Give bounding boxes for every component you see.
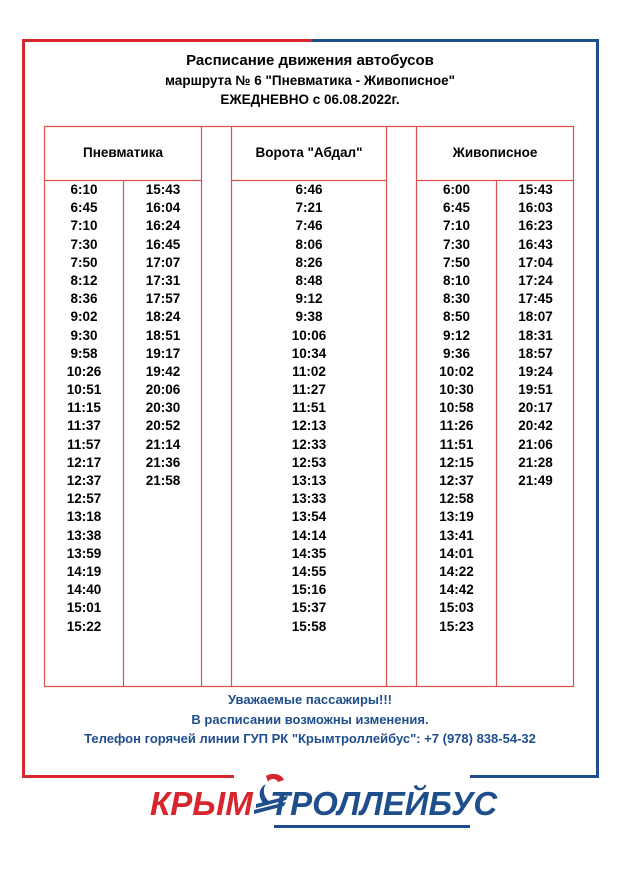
time-entry: 14:14 bbox=[291, 527, 327, 543]
time-entry: 17:04 bbox=[518, 254, 553, 270]
times-zhivopisnoe-left bbox=[416, 181, 497, 636]
time-entry: 19:24 bbox=[518, 363, 553, 379]
time-entry: 11:02 bbox=[292, 363, 326, 379]
time-entry: 21:58 bbox=[145, 473, 181, 488]
time-entry: 15:23 bbox=[439, 618, 474, 634]
time-entry: 21:49 bbox=[518, 473, 553, 488]
time-entry: 18:24 bbox=[145, 309, 181, 325]
time-entry: 12:37 bbox=[439, 473, 474, 488]
times-pnevmatika-right bbox=[124, 181, 202, 490]
time-entry: 9:36 bbox=[442, 345, 471, 361]
time-entry: 16:43 bbox=[518, 236, 553, 252]
time-entry: 7:50 bbox=[442, 254, 471, 270]
time-entry: 19:42 bbox=[145, 363, 181, 379]
time-entry: 15:58 bbox=[291, 618, 327, 634]
time-entry: 12:53 bbox=[291, 454, 327, 470]
time-entry: 16:45 bbox=[145, 236, 181, 252]
time-entry: 15:16 bbox=[291, 582, 327, 598]
notice-hotline: Телефон горячей линии ГУП РК "Крымтроллейбус": +7 (978) 838-54-32 bbox=[84, 731, 536, 746]
time-entry: 7:10 bbox=[442, 218, 471, 234]
time-entry: 17:24 bbox=[518, 272, 553, 288]
time-entry: 13:13 bbox=[291, 473, 327, 488]
time-entry: 17:57 bbox=[145, 291, 181, 307]
time-entry: 21:28 bbox=[518, 454, 553, 470]
time-entry: 15:43 bbox=[145, 182, 181, 197]
time-entry: 11:15 bbox=[67, 400, 101, 416]
time-entry: 16:24 bbox=[145, 218, 181, 234]
time-entry: 15:01 bbox=[66, 600, 102, 616]
time-entry: 9:38 bbox=[295, 309, 323, 325]
time-entry: 20:52 bbox=[145, 418, 181, 434]
time-entry: 12:15 bbox=[439, 454, 474, 470]
notice-greeting: Уважаемые пассажиры!!! bbox=[227, 692, 393, 707]
time-entry: 7:30 bbox=[70, 236, 98, 252]
header-pnevmatika: Пневматика bbox=[83, 145, 163, 160]
time-entry: 14:01 bbox=[439, 545, 474, 561]
time-entry: 12:57 bbox=[66, 491, 102, 507]
time-entry: 8:50 bbox=[442, 309, 471, 325]
time-entry: 9:12 bbox=[295, 291, 323, 307]
logo bbox=[150, 770, 498, 840]
logo-text-krym: КРЫМ bbox=[150, 785, 253, 822]
header-zhivopisnoe: Живописное bbox=[452, 145, 538, 160]
time-entry: 9:30 bbox=[70, 327, 98, 343]
time-entry: 14:40 bbox=[66, 582, 102, 598]
time-entry: 6:46 bbox=[295, 182, 323, 197]
time-entry: 14:19 bbox=[66, 563, 102, 579]
time-entry: 14:42 bbox=[439, 582, 474, 598]
time-entry: 12:37 bbox=[66, 473, 102, 488]
time-entry: 10:30 bbox=[439, 382, 474, 398]
time-entry: 10:51 bbox=[66, 382, 102, 398]
time-entry: 20:06 bbox=[145, 382, 181, 398]
time-entry: 13:54 bbox=[291, 509, 327, 525]
time-entry: 10:06 bbox=[291, 327, 327, 343]
time-entry: 8:48 bbox=[295, 272, 323, 288]
time-entry: 17:45 bbox=[518, 291, 553, 307]
time-entry: 13:41 bbox=[439, 527, 474, 543]
time-entry: 17:07 bbox=[145, 254, 181, 270]
time-entry: 21:06 bbox=[518, 436, 553, 452]
time-entry: 14:35 bbox=[291, 545, 327, 561]
time-entry: 7:46 bbox=[295, 218, 323, 234]
time-entry: 15:03 bbox=[439, 600, 474, 616]
times-abdal bbox=[231, 181, 387, 636]
time-entry: 7:30 bbox=[442, 236, 471, 252]
time-entry: 7:21 bbox=[295, 200, 323, 216]
time-entry: 10:26 bbox=[66, 363, 102, 379]
time-entry: 9:12 bbox=[442, 327, 471, 343]
time-entry: 16:04 bbox=[145, 200, 181, 216]
time-entry: 20:42 bbox=[518, 418, 553, 434]
time-entry: 12:58 bbox=[439, 491, 474, 507]
time-entry: 6:45 bbox=[442, 200, 471, 216]
time-entry: 16:03 bbox=[518, 200, 553, 216]
time-entry: 21:14 bbox=[145, 436, 181, 452]
time-entry: 17:31 bbox=[145, 272, 181, 288]
time-entry: 11:57 bbox=[67, 436, 101, 452]
time-entry: 13:19 bbox=[439, 509, 474, 525]
notice-changes: В расписании возможны изменения. bbox=[191, 712, 429, 727]
time-entry: 15:37 bbox=[291, 600, 327, 616]
time-entry: 8:26 bbox=[295, 254, 323, 270]
time-entry: 20:30 bbox=[145, 400, 181, 416]
time-entry: 19:17 bbox=[145, 345, 181, 361]
time-entry: 10:34 bbox=[291, 345, 327, 361]
time-entry: 13:59 bbox=[66, 545, 102, 561]
time-entry: 13:38 bbox=[66, 527, 102, 543]
time-entry: 21:36 bbox=[145, 454, 181, 470]
schedule-validity: ЕЖЕДНЕВНО с 06.08.2022г. bbox=[220, 92, 400, 107]
time-entry: 10:58 bbox=[439, 400, 474, 416]
time-entry: 15:22 bbox=[66, 618, 102, 634]
time-entry: 9:02 bbox=[70, 309, 98, 325]
time-entry: 8:12 bbox=[70, 272, 98, 288]
time-entry: 6:45 bbox=[70, 200, 98, 216]
time-entry: 18:51 bbox=[145, 327, 181, 343]
time-entry: 12:13 bbox=[291, 418, 327, 434]
time-entry: 11:27 bbox=[292, 382, 326, 398]
time-entry: 13:33 bbox=[291, 491, 327, 507]
time-entry: 18:57 bbox=[518, 345, 553, 361]
header-abdal: Ворота "Абдал" bbox=[255, 145, 363, 160]
time-entry: 8:30 bbox=[442, 291, 471, 307]
time-entry: 9:58 bbox=[70, 345, 98, 361]
times-pnevmatika-left bbox=[44, 181, 124, 636]
time-entry: 8:06 bbox=[295, 236, 323, 252]
page-title: Расписание движения автобусов bbox=[186, 52, 434, 69]
route-subtitle: маршрута № 6 "Пневматика - Живописное" bbox=[165, 73, 455, 88]
time-entry: 10:02 bbox=[439, 363, 474, 379]
time-entry: 8:36 bbox=[70, 291, 98, 307]
time-entry: 7:10 bbox=[70, 218, 98, 234]
time-entry: 12:17 bbox=[66, 454, 102, 470]
logo-underline bbox=[274, 825, 470, 828]
time-entry: 6:10 bbox=[70, 182, 98, 197]
time-entry: 7:50 bbox=[70, 254, 98, 270]
time-entry: 20:17 bbox=[518, 400, 553, 416]
time-entry: 11:37 bbox=[67, 418, 101, 434]
time-entry: 16:23 bbox=[518, 218, 553, 234]
time-entry: 8:10 bbox=[442, 272, 471, 288]
time-entry: 14:22 bbox=[439, 563, 474, 579]
time-entry: 15:43 bbox=[518, 182, 553, 197]
time-entry: 6:00 bbox=[442, 182, 471, 197]
time-entry: 19:51 bbox=[518, 382, 553, 398]
logo-text-trolleybus: ТРОЛЛЕЙБУС bbox=[270, 785, 498, 822]
time-entry: 12:33 bbox=[291, 436, 327, 452]
time-entry: 13:18 bbox=[66, 509, 102, 525]
time-entry: 11:51 bbox=[439, 436, 474, 452]
times-zhivopisnoe-right bbox=[497, 181, 574, 490]
time-entry: 18:31 bbox=[518, 327, 553, 343]
time-entry: 11:51 bbox=[292, 400, 326, 416]
time-entry: 11:26 bbox=[439, 418, 474, 434]
time-entry: 14:55 bbox=[291, 563, 327, 579]
time-entry: 18:07 bbox=[518, 309, 553, 325]
